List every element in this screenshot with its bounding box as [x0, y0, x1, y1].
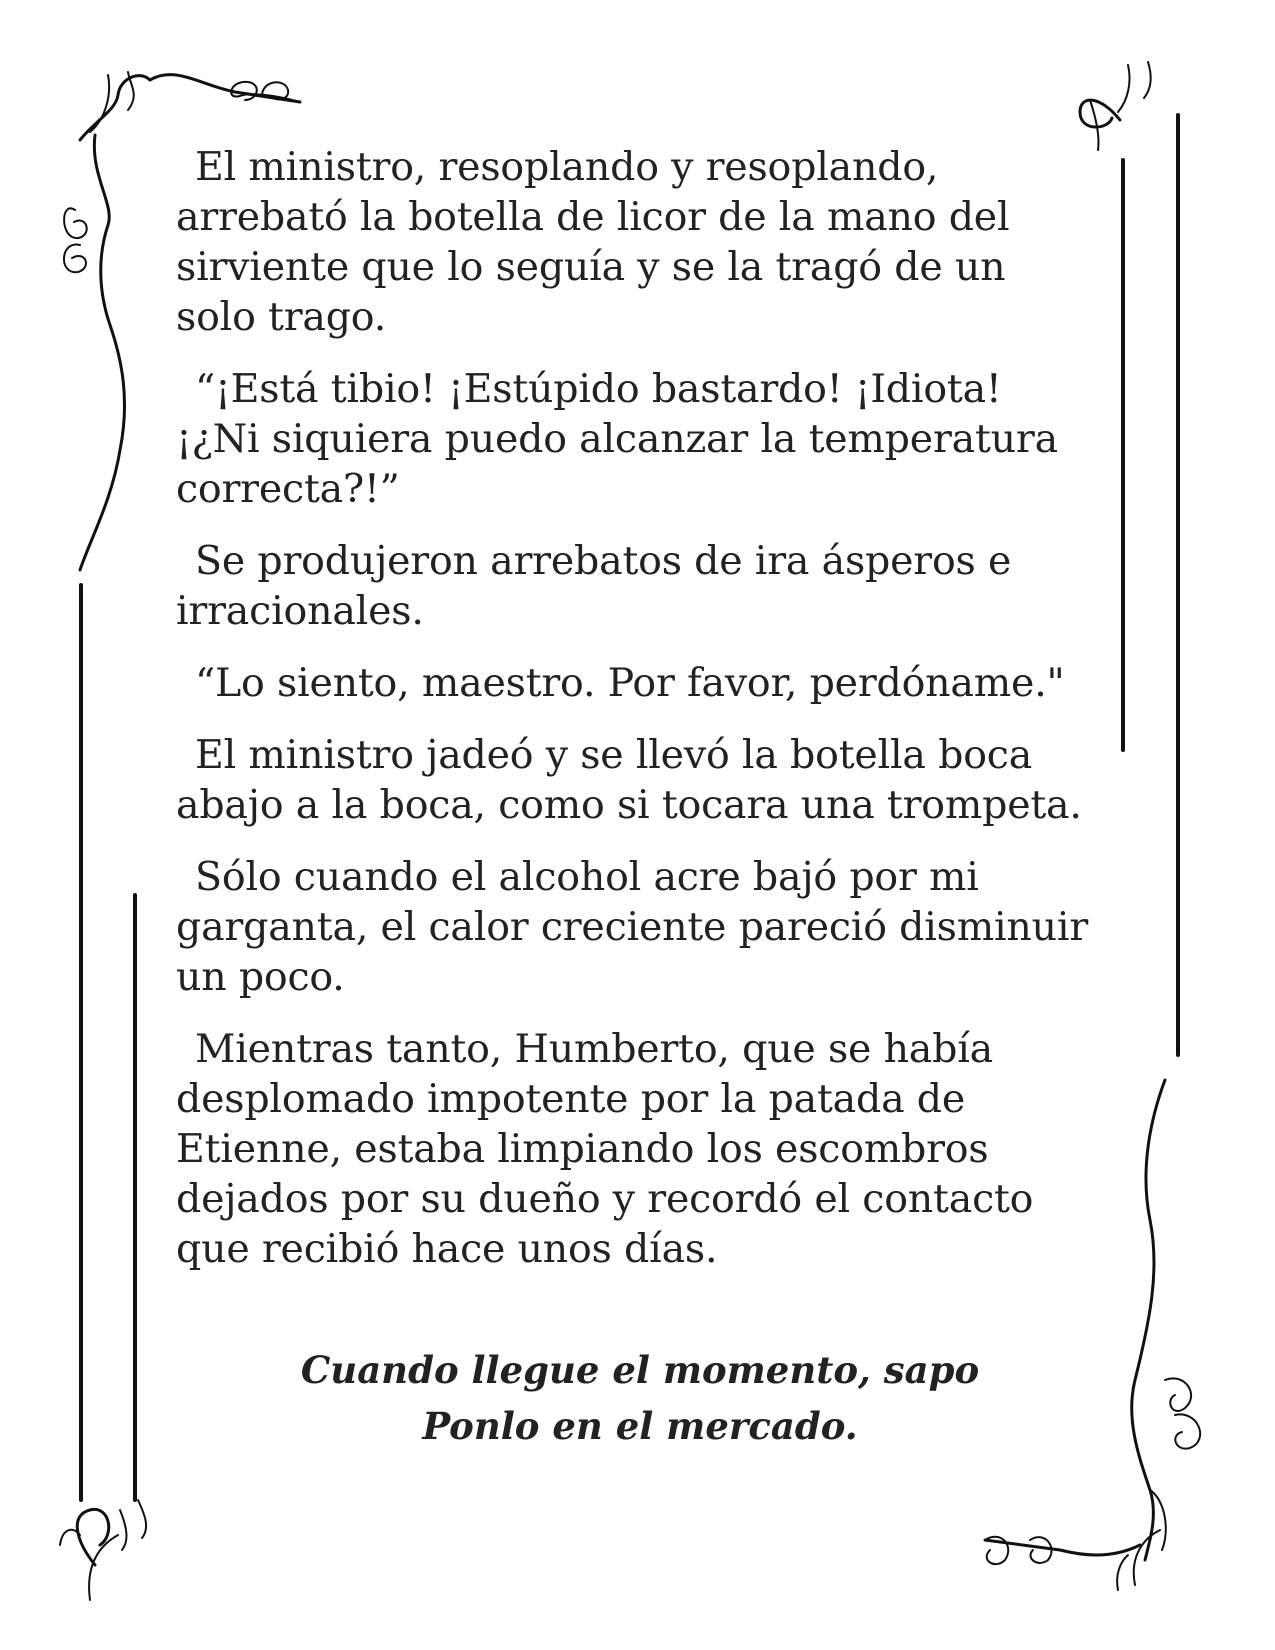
paragraph-7: Mientras tanto, Humberto, que se había desplomado impotente por la patada de Etienne, estaba limpiando los escombros dejados por su dueño y recordó el contacto que recibió hace unos días. — [176, 1026, 1034, 1272]
paragraph-3: Se produjeron arrebatos de ira ásperos e irracionales. — [176, 538, 1012, 634]
paragraph-4: “Lo siento, maestro. Por favor, perdóname." — [195, 660, 1065, 706]
closing-message — [260, 1342, 1020, 1454]
paragraph-2: “¡Está tibio! ¡Estúpido bastardo! ¡Idiota! ¡¿Ni siquiera puedo alcanzar la temperatura correcta?!” — [176, 366, 1058, 512]
closing-line-2: Ponlo en el mercado. — [422, 1404, 858, 1448]
flourish-top-right-icon — [1080, 62, 1151, 150]
paragraph-6: Sólo cuando el alcohol acre bajó por mi garganta, el calor creciente pareció disminuir un poco. — [176, 854, 1089, 1000]
paragraph-1: El ministro, resoplando y resoplando, arrebató la botella de licor de la mano del sirviente que lo seguía y se la tragó de un solo trago. — [176, 144, 1010, 340]
paragraph-5: El ministro jadeó y se llevó la botella boca abajo a la boca, como si tocara una trompeta. — [176, 732, 1082, 828]
closing-line-1: Cuando llegue el momento, sapo — [300, 1348, 980, 1392]
story-text — [176, 142, 1096, 1296]
flourish-bottom-left-icon — [60, 1500, 146, 1600]
